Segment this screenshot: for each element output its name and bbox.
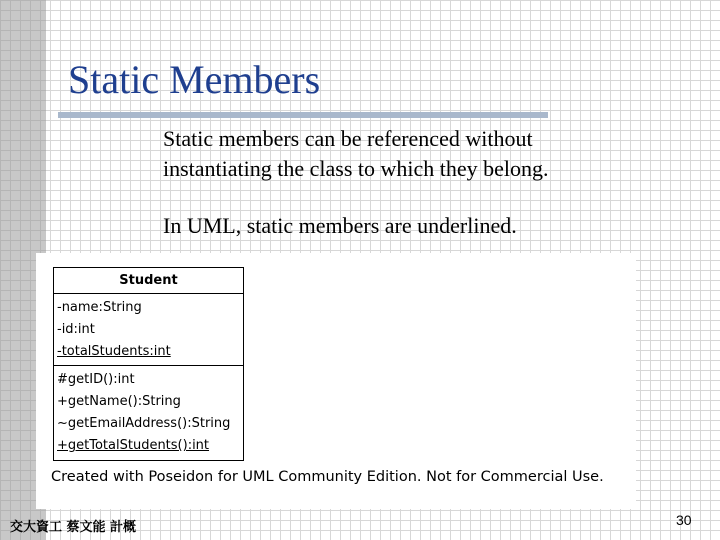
- uml-attribute-id: -id:int: [57, 322, 95, 337]
- paragraph-line-1: Static members can be referenced without: [163, 126, 533, 151]
- uml-operation-get-total-students: +getTotalStudents():int: [57, 438, 210, 453]
- uml-class-box: [53, 267, 244, 461]
- title-underline-rule: [58, 112, 548, 118]
- poseidon-watermark-note: Created with Poseidon for UML Community Edition. Not for Commercial Use.: [51, 469, 604, 485]
- uml-class-name: Student: [54, 268, 243, 294]
- paragraph-line-2: instantiating the class to which they belong.: [163, 156, 549, 181]
- uml-operation-get-id: #getID():int: [57, 372, 135, 387]
- footer-author: 交大資工 蔡文能 計概: [10, 520, 137, 535]
- uml-operation-get-email: ~getEmailAddress():String: [57, 416, 231, 431]
- uml-attribute-total-students: -totalStudents:int: [57, 344, 171, 359]
- uml-diagram-image: [36, 253, 636, 509]
- uml-attribute-name: -name:String: [57, 300, 142, 315]
- uml-attributes-section: [54, 294, 243, 366]
- slide-title: Static Members: [68, 57, 321, 102]
- paragraph-2: In UML, static members are underlined.: [163, 213, 517, 238]
- uml-operations-section: [54, 366, 243, 459]
- uml-operation-get-name: +getName():String: [57, 394, 181, 409]
- page-number: 30: [676, 512, 692, 528]
